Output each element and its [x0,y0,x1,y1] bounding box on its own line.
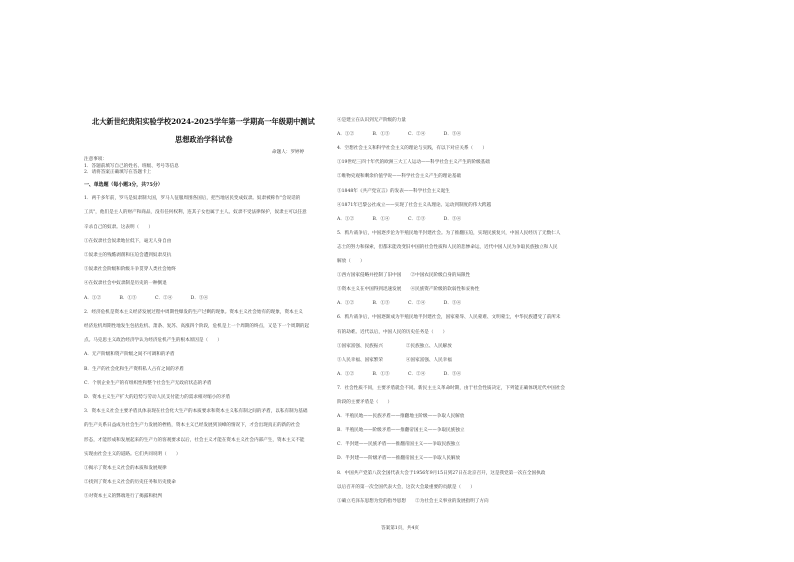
text-line: 5．鸦片战争后，中国逐步沦为半殖民地半封建社会。为了推翻压迫，实现民族复兴，中国人民经历了无数仁人 [337,230,561,236]
text-line: ①在奴隶社会奴隶地位低下，毫无人身自由 [84,238,172,244]
text-line: 1．答题前填写自己的姓名、班级、考号等信息 [84,163,179,169]
text-line: ④是建立在认识到无产阶级的力量 [337,118,406,123]
text-line: ④在奴隶社会中奴隶制是历史的一种倒退 [84,281,167,287]
text-line: D．半封建——阶级矛盾——推翻帝国主义——争取人民解放 [337,456,461,462]
text-line: 2．请将答案正确填写在答题卡上 [84,170,152,175]
text-line: 一、单选题（每小题3分，共75分） [84,182,163,188]
text-line: 的生产关系日益成为社会生产力发展的桎梏，资本主义已经发展到顶峰的情况下，才会出现真正的新的社会 [84,423,300,429]
text-line: 阶段的主要矛盾是（ ） [337,400,393,405]
text-line: A．无产阶级和资产阶级之间不可调和的矛盾 [84,352,175,358]
text-line: ④1871年巴黎公社成立——实现了社会主义从理论、运动到制度的伟大跨越 [337,202,492,208]
text-line: ②找到了资本主义社会的历史任务和历史使命 [84,480,176,486]
text-line: ③奴隶社会阶级和阶级斗争贯穿人类社会始终 [84,267,176,273]
text-line: ①19世纪三四十年代的欧洲三大工人运动——科学社会主义产生的阶级基础 [337,160,490,166]
text-line: 注意事项： [84,157,107,162]
text-line: 志士的努力和探索，但都未能改变旧中国的社会性质和人民的悲惨命运，近代中国人民为争取民族独立和人民 [337,244,558,250]
page-footer: 答案第1页，共4页 [381,526,420,531]
text-line: C．个别企业生产的有组织性和整个社会生产无政府状态的矛盾 [84,380,212,386]
text-line: 解放（ ） [337,259,365,264]
text-line: 4．空想社会主义和科学社会主义的理论与实践，有以下对应关系（ ） [337,146,487,152]
text-line: ①揭示了资本主义社会的本质和发展规律 [84,466,167,471]
text-line: A．①② B．①③ C．②④ D．③④ [337,371,462,377]
text-line: B．生产的社会化和生产资料私人占有之间的矛盾 [84,366,184,372]
text-line: 以后召开的第一次全国代表大会，这次大会最重要的贡献是（ ） [337,484,475,490]
text-line: A．①② B．①③ C．②④ D．③④ [337,301,462,307]
text-line: 经济危机周期性地发生包括危机、萧条、复苏、高涨四个阶段，危机是上一个周期的终点，又是下一个周期的起 [84,324,310,329]
text-line: ②奴隶主的残酷剥削和压迫会遭到奴隶反抗 [84,253,172,258]
text-line: B．半殖民地——阶级矛盾——推翻帝国主义——争取民族独立 [337,428,465,434]
text-line: C．半封建——民族矛盾——推翻帝国主义——争取民族独立 [337,442,460,448]
text-line: 工具"，他们是主人的财产和商品，没有任何权利，连其子女也属于主人。奴隶不受法律保护，奴隶主可以任意 [84,210,307,216]
text-line: 8．中国共产党第八次全国代表大会于1956年9月15日到27日在北京召开，这是我党第一次在全国执政 [337,470,546,476]
text-line: A．①② B．①③ C．②④ D．③④ [337,132,462,138]
text-line: 6．鸦片战争后，中国逐渐成为半殖民地半封建社会，国家蒙辱、人民蒙难、文明蒙尘，中华民族遭受了前所未 [337,315,561,321]
text-line: A．半殖民地——民族矛盾——推翻地主阶级——争取人民解放 [337,414,465,420]
text-line: A．①② B．①④ C．②③ D．③④ [337,216,462,222]
exam-title: 北大新世纪贵阳实验学校2024-2025学年第一学期高一年级期中测试 [92,117,315,126]
text-line: ③人民幸福、国家繁荣 ④国家富强、人民幸福 [337,357,452,363]
text-line: ②唯物史观和剩余价值学说——科学社会主义产生的理论基础 [337,174,462,180]
text-line: ①西方国家侵略并控制了旧中国 ②中国农民阶级自身的局限性 [337,273,471,279]
text-line: 形态，才能形成和发展起来的生产力的客观要求以后，社会主义才能在资本主义社会内部产生，资本主义不能 [84,437,305,443]
text-line: ①确立毛泽东思想为党的指导思想 ②为社会主义事业的发展指明了方向 [337,498,489,504]
text-line: 实现由社会主义的道路。它们共同说明（ ） [84,451,181,457]
text-line: ③对资本主义的弊端进行了揭露和批判 [84,494,163,500]
text-line: 辛杀自己的奴隶。这表明（ ） [84,224,153,230]
text-line: ①国家富强、民族振兴 ②民族独立、人民解放 [337,343,452,349]
text-line: 7．社会性质不同，主要矛盾就会不同。新民主主义革命时期，由于社会性质决定，下列能正确体现近代中国社会 [337,385,566,391]
text-line: 点。马克思主义政治经济学认为经济危机产生的根本原因是（ ） [84,338,222,344]
text-line: 3．资本主义社会主要矛盾具体表现在社会化大生产的本质要求和资本主义私有制之间的矛盾，以私有制为基础 [84,409,308,415]
text-line: A．①② B．①③ C．②④ D．③④ [84,295,209,301]
text-line: ③资本主义在中国得到迅速发展 ④民族资产阶级的软弱性和妥协性 [337,287,480,293]
text-line: ③1848年《共产党宣言》的发表——科学社会主义诞生 [337,188,450,194]
author-line: 命题人：罗婷婷 [272,150,305,155]
exam-subtitle: 思想政治学科试卷 [175,135,233,144]
text-line: 1．两千多年前，罗马是奴隶制大国，罗马人征服周围各国后，把当地居民变成奴隶。奴隶被称作"会说话的 [84,196,301,202]
text-line: 2．经济危机是资本主义经济发展过程中周期性爆发的生产过剩的现象。资本主义社会始有的现象，资本主义 [84,309,303,315]
text-line: D．资本主义生产扩大的趋势与劳动人民支付能力的需求相对缩小的矛盾 [84,395,231,400]
text-line: 有的劫难。近代以后，中国人民的历史任务是（ ） [337,329,448,335]
